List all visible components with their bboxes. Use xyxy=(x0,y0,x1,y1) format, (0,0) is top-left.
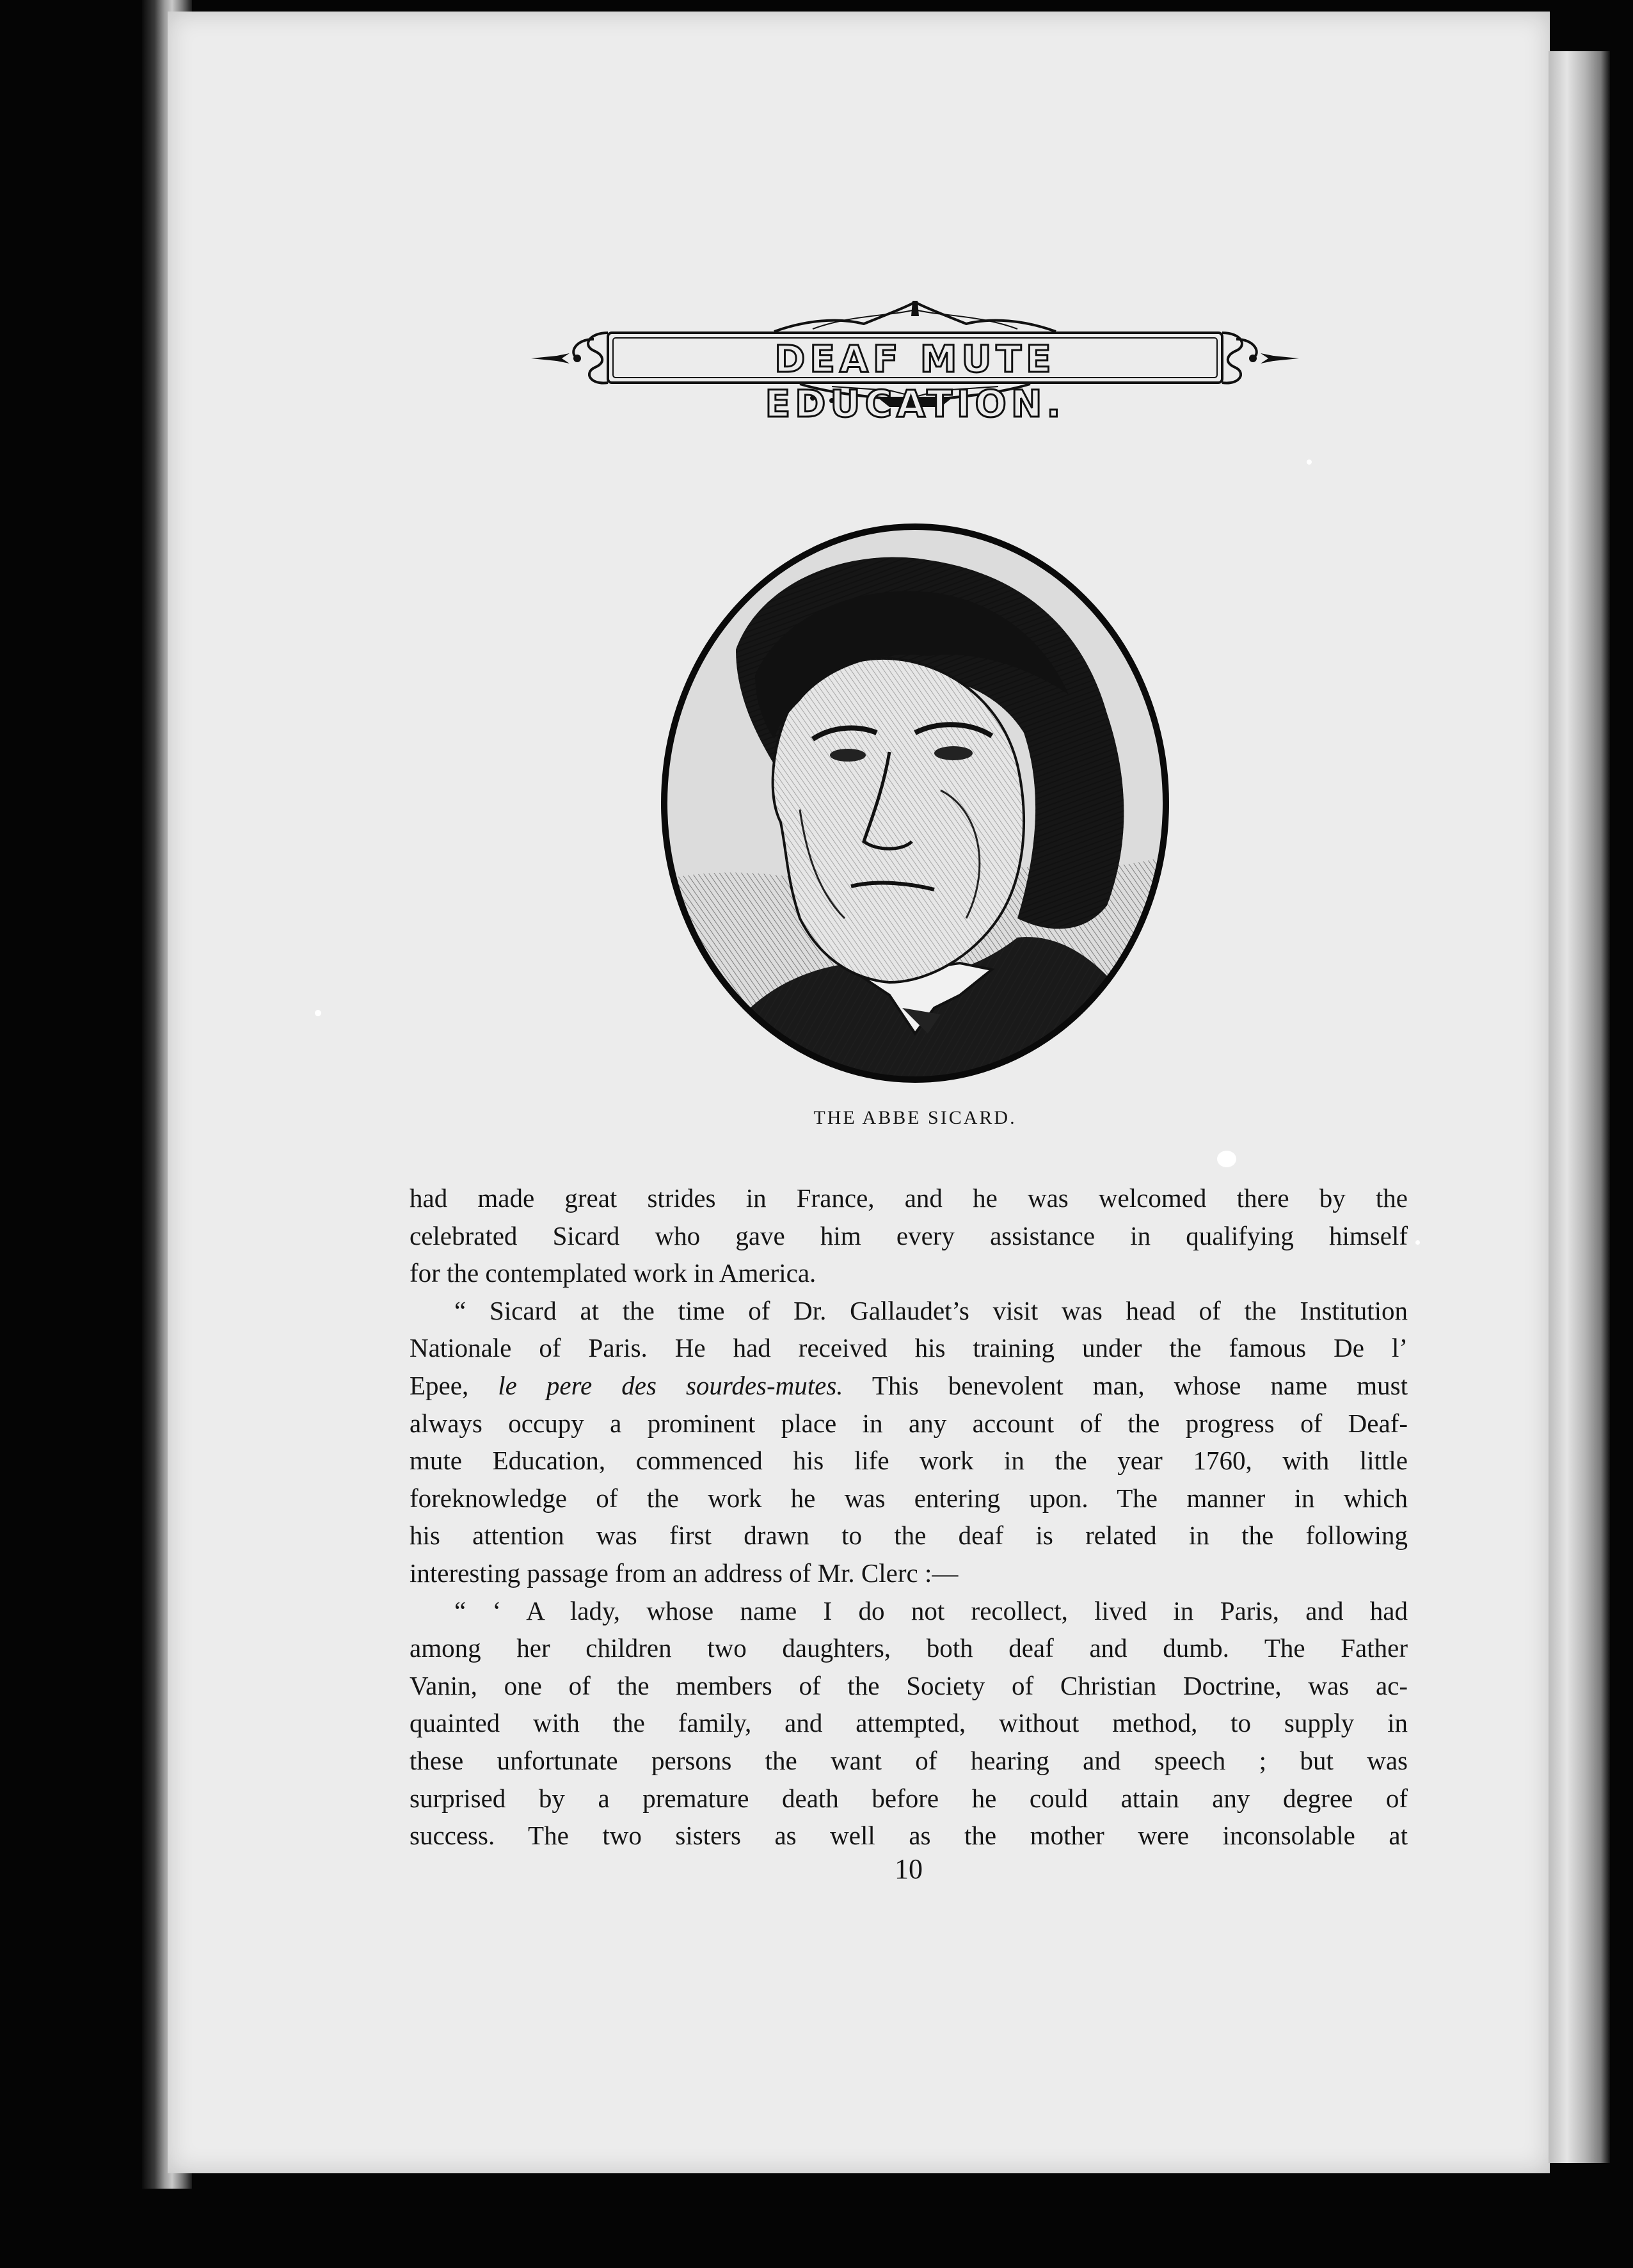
text-line: success. The two sisters as well as the mother were inconsolable at xyxy=(410,1821,1408,1851)
page-edge xyxy=(1549,51,1610,2163)
text-line: for the contemplated work in America. xyxy=(410,1258,816,1288)
italic-phrase: le pere des sourdes-mutes. xyxy=(498,1370,843,1400)
text-line: Vanin, one of the members of the Society of Christian Doctrine, was ac- xyxy=(410,1670,1408,1700)
figure-caption: THE ABBE SICARD. xyxy=(813,1107,1017,1128)
text-line: surprised by a premature death before he could attain any degree of xyxy=(410,1783,1408,1813)
text-line: always occupy a prominent place in any account of the progress of Deaf- xyxy=(410,1408,1408,1438)
text-line: celebrated Sicard who gave him every assistance in qualifying himself xyxy=(410,1220,1408,1250)
text-line: his attention was first drawn to the deaf is related in the following xyxy=(410,1521,1408,1551)
portrait-engraving xyxy=(659,522,1171,1085)
page-number: 10 xyxy=(895,1853,923,1885)
text-line: had made great strides in France, and he was welcomed there by the xyxy=(410,1183,1408,1213)
body-text xyxy=(410,1179,1408,1855)
text-line: foreknowledge of the work he was entering upon. The manner in which xyxy=(410,1483,1408,1513)
paper-speck xyxy=(1307,459,1312,465)
text-line: interesting passage from an address of Mr. Clerc :— xyxy=(410,1558,959,1588)
text-line: “ Sicard at the time of Dr. Gallaudet’s visit was head of the Institution xyxy=(454,1295,1408,1325)
paper-speck xyxy=(315,1010,321,1016)
text-line: “ ‘ A lady, whose name I do not recollect, lived in Paris, and had xyxy=(454,1595,1408,1625)
paper-speck xyxy=(1217,1151,1236,1167)
text-line: mute Education, commenced his life work in the year 1760, with little xyxy=(410,1446,1408,1476)
text-line: these unfortunate persons the want of hearing and speech ; but was xyxy=(410,1745,1408,1775)
text-line: Nationale of Paris. He had received his training under the famous De l’ xyxy=(410,1333,1408,1363)
text-line: quainted with the family, and attempted, without method, to supply in xyxy=(410,1708,1408,1738)
paper-speck xyxy=(1415,1240,1420,1245)
text-line: among her children two daughters, both deaf and dumb. The Father xyxy=(410,1633,1408,1663)
portrait-icon xyxy=(659,522,1171,1085)
text-line: Epee, le pere des sourdes-mutes. This benevolent man, whose name must xyxy=(410,1370,1408,1400)
chapter-header-ornament xyxy=(531,301,1299,426)
chapter-title: DEAF MUTE EDUCATION. xyxy=(765,337,1065,426)
